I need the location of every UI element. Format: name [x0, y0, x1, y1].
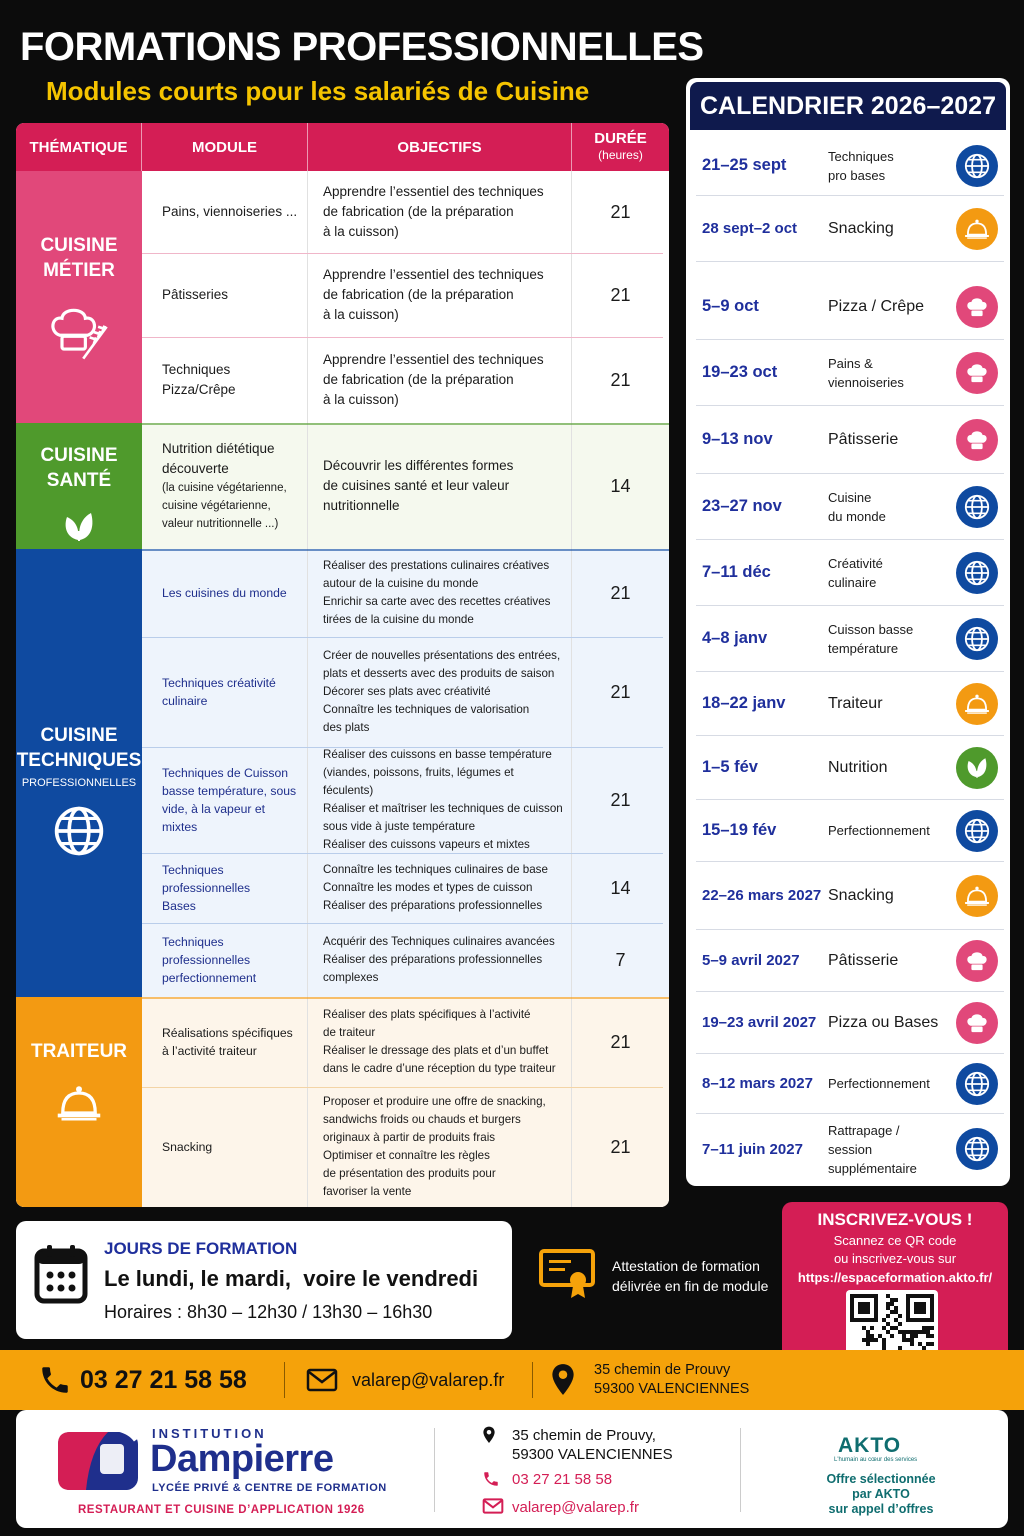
- calendar-theme-badge: [956, 747, 998, 789]
- module-name: Pâtisseries: [162, 287, 229, 302]
- contact-email[interactable]: [306, 1350, 504, 1410]
- mail-icon: [482, 1498, 504, 1514]
- phone-icon: [482, 1470, 500, 1488]
- calendar-item: [696, 196, 1004, 262]
- footer-email[interactable]: [482, 1498, 639, 1519]
- calendar-date: 1–5 fév: [702, 758, 758, 776]
- leaf-icon: [59, 507, 99, 547]
- akto-logo: AKTO: [838, 1434, 902, 1457]
- calendar-theme-badge: [956, 419, 998, 461]
- module-cell: [142, 853, 308, 923]
- registration-link[interactable]: https://espaceformation.akto.fr/: [797, 1270, 993, 1285]
- objectives-cell: Créer de nouvelles présentations des entrées, plats et desserts avec des produits de saison Décorer ses plats avec créativité Connaître les techniques de valorisation des plats: [308, 637, 572, 747]
- duration-cell: 14: [610, 475, 631, 496]
- calendar-date: 22–26 mars 2027: [702, 887, 822, 904]
- leaf-icon: [963, 754, 991, 782]
- contact-separator: [284, 1362, 285, 1398]
- calendar-theme-badge: [956, 1063, 998, 1105]
- contact-phone[interactable]: [38, 1350, 247, 1410]
- table-row: [142, 997, 669, 1087]
- calendar-item: [696, 136, 1004, 196]
- logo-institution: INSTITUTION: [152, 1426, 267, 1441]
- calendar-topic: Perfectionnement: [828, 1076, 930, 1091]
- theme-name: CUISINE MÉTIER: [40, 235, 118, 281]
- objectives-cell: Apprendre l’essentiel des techniques de fabrication (de la préparation à la cuisson): [308, 253, 572, 337]
- calendar-theme-badge: [956, 1002, 998, 1044]
- group-separator: [142, 423, 669, 425]
- calendar-theme-badge: [956, 352, 998, 394]
- calendar-panel: [686, 78, 1010, 1186]
- duration-cell: 21: [610, 369, 631, 390]
- globe-icon: [963, 559, 991, 587]
- row-separator: [142, 337, 663, 338]
- calendar-topic: Pâtisserie: [828, 431, 899, 448]
- module-cell: [142, 549, 308, 637]
- theme-cell: [16, 997, 142, 1207]
- module-cell: [142, 253, 308, 337]
- objectives-cell: Acquérir des Techniques culinaires avancées Réaliser des préparations professionnelles complexes: [308, 923, 572, 997]
- logo-name: Dampierre: [150, 1438, 334, 1480]
- calendar-item: [696, 406, 1004, 474]
- calendar-topic: Cuisine du monde: [828, 489, 886, 524]
- calendar-item: [696, 992, 1004, 1054]
- header-thematique: THÉMATIQUE: [16, 123, 142, 171]
- page-subtitle: Modules courts pour les salariés de Cuisine: [46, 76, 590, 106]
- contact-phone-number: 03 27 21 58 58: [80, 1365, 247, 1394]
- objectives-cell: Réaliser des plats spécifiques à l’activité de traiteur Réaliser le dressage des plats et d’un buffet dans le cadre d’une réception du type traiteur: [308, 997, 572, 1087]
- akto-tagline: L'humain au cœur des services: [834, 1457, 918, 1463]
- module-cell: [142, 997, 308, 1087]
- calendar-item: [696, 274, 1004, 340]
- theme-group: [16, 171, 669, 423]
- globe-icon: [963, 817, 991, 845]
- calendar-date: 5–9 avril 2027: [702, 952, 800, 969]
- footer-separator: [434, 1428, 435, 1512]
- theme-cell: [16, 549, 142, 997]
- chef-hat-icon: [963, 426, 991, 454]
- calendar-item: [696, 1114, 1004, 1184]
- calendar-date: 8–12 mars 2027: [702, 1075, 813, 1092]
- calendar-item: [696, 930, 1004, 992]
- module-name: Techniques de Cuisson basse température, sous vide, à la vapeur et mixtes: [162, 766, 297, 834]
- chef-hat-icon: [963, 359, 991, 387]
- calendar-theme-badge: [956, 145, 998, 187]
- group-separator: [142, 549, 669, 551]
- theme-cell: [16, 423, 142, 549]
- duration-cell: 21: [610, 201, 631, 222]
- module-cell: [142, 747, 308, 853]
- calendar-topic: Traiteur: [828, 695, 883, 712]
- calendar-topic: Nutrition: [828, 759, 888, 776]
- objectives-cell: Apprendre l’essentiel des techniques de fabrication (de la préparation à la cuisson): [308, 171, 572, 253]
- module-name: Pains, viennoiseries ...: [162, 204, 298, 219]
- chef-hat-icon: [963, 947, 991, 975]
- chef-hat-icon: [963, 293, 991, 321]
- globe-icon: [51, 803, 107, 859]
- calendar-date: 9–13 nov: [702, 430, 773, 448]
- header-module: MODULE: [142, 123, 308, 171]
- theme-group: [16, 997, 669, 1207]
- duration-cell: 14: [610, 877, 631, 898]
- calendar-topic: Créativité culinaire: [828, 555, 883, 590]
- duration-cell: 21: [610, 1031, 631, 1052]
- akto-text: Offre sélectionnée par AKTO sur appel d’offres: [826, 1472, 936, 1516]
- calendar-topic: Techniques pro bases: [828, 148, 894, 183]
- calendar-date: 4–8 janv: [702, 629, 768, 647]
- location-pin-icon: [482, 1426, 496, 1444]
- chef-hat-icon: [963, 1009, 991, 1037]
- calendar-title: CALENDRIER 2026–2027: [690, 82, 1006, 130]
- header-objectifs: OBJECTIFS: [308, 123, 572, 171]
- calendar-date: 19–23 avril 2027: [702, 1014, 817, 1031]
- calendar-theme-badge: [956, 286, 998, 328]
- objectives-cell: Réaliser des cuissons en basse température (viandes, poissons, fruits, légumes et féculents) Réaliser et maîtriser les techniques de cuisson sous vide à juste température Réaliser des cuissons vapeurs et mixtes: [308, 747, 572, 853]
- training-days-box: [16, 1221, 512, 1339]
- calendar-theme-badge: [956, 618, 998, 660]
- objectives-cell: Apprendre l’essentiel des techniques de fabrication (de la préparation à la cuisson): [308, 337, 572, 423]
- globe-icon: [963, 152, 991, 180]
- row-separator: [142, 923, 663, 924]
- table-row: [142, 1087, 669, 1207]
- attestation-text: Attestation de formation délivrée en fin de module: [612, 1258, 769, 1294]
- module-name: Les cuisines du monde: [162, 586, 287, 600]
- theme-subname: PROFESSIONNELLES: [21, 777, 137, 789]
- calendar-item: [696, 862, 1004, 930]
- training-days-title: JOURS DE FORMATION: [104, 1239, 298, 1258]
- calendar-date: 7–11 juin 2027: [702, 1140, 803, 1158]
- calendar-date: 19–23 oct: [702, 363, 778, 381]
- duration-cell: 21: [610, 284, 631, 305]
- objectives-cell: Réaliser des prestations culinaires créatives autour de la cuisine du monde Enrichir sa carte avec des recettes créatives tirées de la cuisine du monde: [308, 549, 572, 637]
- module-name: Techniques Pizza/Crêpe: [162, 362, 236, 397]
- duration-cell: 21: [610, 789, 631, 810]
- objectives-cell: Découvrir les différentes formes de cuisines santé et leur valeur nutritionnelle: [308, 423, 572, 549]
- module-name: Techniques professionnelles Bases: [162, 863, 251, 913]
- mail-icon: [306, 1368, 338, 1392]
- chef-hat-wheat-icon: [45, 297, 113, 365]
- table-row: [142, 253, 669, 337]
- row-separator: [142, 747, 663, 748]
- theme-name: CUISINE SANTÉ: [40, 445, 118, 491]
- cloche-icon: [54, 1078, 104, 1128]
- calendar-theme-badge: [956, 1128, 998, 1170]
- duration-cell: 21: [610, 582, 631, 603]
- module-name: Techniques professionnelles perfectionnement: [162, 935, 257, 985]
- row-separator: [142, 637, 663, 638]
- phone-icon: [38, 1363, 72, 1397]
- table-row: [142, 337, 669, 423]
- objectives-cell: Connaître les techniques culinaires de base Connaître les modes et types de cuisson Réaliser des préparations professionnelles: [308, 853, 572, 923]
- module-cell: [142, 923, 308, 997]
- footer-phone-number: 03 27 21 58 58: [512, 1471, 613, 1488]
- calendar-topic: Snacking: [828, 220, 894, 237]
- module-name: Réalisations spécifiques à l’activité traiteur: [162, 1026, 293, 1058]
- contact-bar-right: [782, 1350, 1024, 1410]
- training-days-text: Le lundi, le mardi, voire le vendredi: [104, 1266, 479, 1291]
- module-cell: [142, 423, 308, 549]
- calendar-item: [696, 606, 1004, 672]
- contact-address-text: 35 chemin de Prouvy 59300 VALENCIENNES: [594, 1362, 750, 1397]
- calendar-theme-badge: [956, 486, 998, 528]
- footer: [16, 1410, 1008, 1528]
- module-cell: [142, 171, 308, 253]
- footer-phone[interactable]: [482, 1470, 612, 1493]
- header-duree-label: DURÉE: [594, 130, 647, 147]
- calendar-topic: Pizza ou Bases: [828, 1014, 939, 1031]
- calendar-item: [696, 340, 1004, 406]
- globe-icon: [963, 1135, 991, 1163]
- table-header: [16, 123, 669, 171]
- calendar-date: 28 sept–2 oct: [702, 220, 798, 237]
- calendar-date: 5–9 oct: [702, 297, 759, 315]
- calendar-theme-badge: [956, 683, 998, 725]
- calendar-date: 15–19 fév: [702, 821, 777, 839]
- theme-name: TRAITEUR: [30, 1041, 128, 1062]
- contact-address: [550, 1350, 749, 1410]
- calendar-theme-badge: [956, 552, 998, 594]
- table-row: [142, 747, 669, 853]
- globe-icon: [963, 1070, 991, 1098]
- calendar-icon: [34, 1243, 88, 1305]
- page-title: FORMATIONS PROFESSIONNELLES: [20, 25, 704, 69]
- table-row: [142, 637, 669, 747]
- row-separator: [142, 253, 663, 254]
- registration-text: Scannez ce QR code ou inscrivez-vous sur: [833, 1233, 957, 1266]
- logo-subtitle: LYCÉE PRIVÉ & CENTRE DE FORMATION: [152, 1482, 387, 1494]
- calendar-theme-badge: [956, 208, 998, 250]
- registration-title: INSCRIVEZ-VOUS !: [817, 1210, 973, 1229]
- training-table: [16, 123, 669, 1207]
- calendar-theme-badge: [956, 810, 998, 852]
- row-separator: [142, 1087, 663, 1088]
- table-row: [142, 853, 669, 923]
- cloche-icon: [963, 882, 991, 910]
- contact-email-address: valarep@valarep.fr: [352, 1369, 505, 1390]
- calendar-item: [696, 672, 1004, 736]
- cloche-icon: [963, 215, 991, 243]
- calendar-date: 23–27 nov: [702, 497, 782, 515]
- header-duree: [572, 123, 669, 171]
- location-pin-icon: [550, 1363, 576, 1397]
- module-cell: [142, 337, 308, 423]
- footer-separator: [740, 1428, 741, 1512]
- theme-group: [16, 549, 669, 997]
- module-name: Snacking: [162, 1140, 213, 1154]
- duration-cell: 7: [615, 949, 626, 970]
- duration-cell: 21: [610, 681, 631, 702]
- training-hours: Horaires : 8h30 – 12h30 / 13h30 – 16h30: [104, 1302, 433, 1322]
- calendar-date: 18–22 janv: [702, 694, 786, 712]
- calendar-topic: Pizza / Crêpe: [828, 298, 925, 315]
- calendar-topic: Pâtisserie: [828, 952, 899, 969]
- calendar-topic: Rattrapage / session supplémentaire: [828, 1122, 917, 1176]
- calendar-item: [696, 736, 1004, 800]
- calendar-date: 21–25 sept: [702, 156, 787, 174]
- contact-separator: [532, 1362, 533, 1398]
- module-note: (la cuisine végétarienne, cuisine végétarienne, valeur nutritionnelle ...): [162, 482, 287, 530]
- theme-group: [16, 423, 669, 549]
- footer-email-address: valarep@valarep.fr: [512, 1499, 639, 1516]
- module-cell: [142, 637, 308, 747]
- certificate-icon: [538, 1248, 596, 1302]
- calendar-topic: Cuisson basse température: [828, 621, 914, 656]
- table-row: [142, 923, 669, 997]
- table-row: [142, 423, 669, 549]
- calendar-item: [696, 474, 1004, 540]
- calendar-topic: Snacking: [828, 887, 894, 904]
- calendar-item: [696, 1054, 1004, 1114]
- theme-name: CUISINE TECHNIQUES: [16, 725, 142, 771]
- calendar-item: [696, 540, 1004, 606]
- logo-tagline: RESTAURANT ET CUISINE D’APPLICATION 1926: [78, 1504, 365, 1516]
- group-separator: [142, 997, 669, 999]
- footer-address-text: 35 chemin de Prouvy, 59300 VALENCIENNES: [512, 1427, 673, 1463]
- header-duree-unit: (heures): [598, 148, 643, 162]
- dampierre-logo-icon: [56, 1426, 140, 1494]
- table-row: [142, 549, 669, 637]
- row-separator: [142, 853, 663, 854]
- module-cell: [142, 1087, 308, 1207]
- theme-cell: [16, 171, 142, 423]
- calendar-date: 7–11 déc: [702, 563, 771, 581]
- module-name: Nutrition diététique découverte: [162, 441, 275, 476]
- calendar-theme-badge: [956, 875, 998, 917]
- globe-icon: [963, 493, 991, 521]
- footer-address: [482, 1426, 673, 1464]
- module-name: Techniques créativité culinaire: [162, 676, 276, 708]
- globe-icon: [963, 625, 991, 653]
- calendar-topic: Perfectionnement: [828, 823, 930, 838]
- calendar-theme-badge: [956, 940, 998, 982]
- cloche-icon: [963, 690, 991, 718]
- duration-cell: 21: [610, 1136, 631, 1157]
- objectives-cell: Proposer et produire une offre de snacking, sandwichs froids ou chauds et burgers originaux à partir de produits frais Optimiser et connaître les règles de présentation des produits pour favoriser la vente: [308, 1087, 572, 1207]
- calendar-item: [696, 800, 1004, 862]
- calendar-topic: Pains & viennoiseries: [828, 355, 904, 390]
- table-row: [142, 171, 669, 253]
